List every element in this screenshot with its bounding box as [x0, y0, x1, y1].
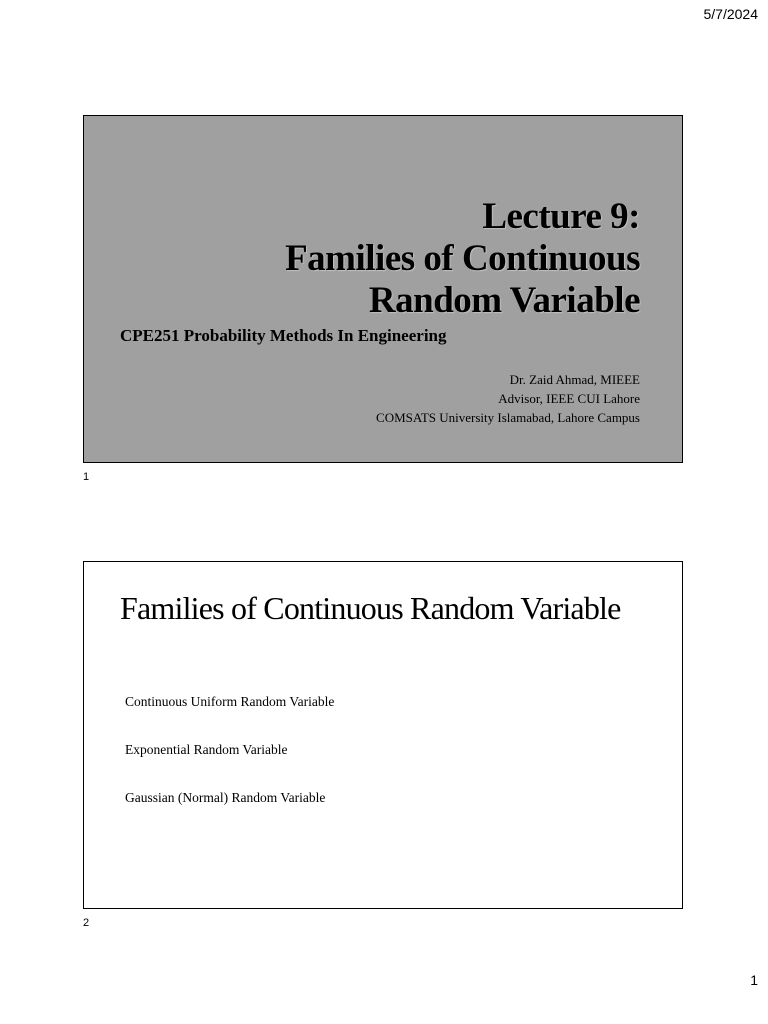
page-number: 1 — [750, 972, 758, 988]
course-subtitle: CPE251 Probability Methods In Engineering — [120, 326, 447, 345]
author-line: Dr. Zaid Ahmad, MIEEE — [509, 372, 640, 387]
author-line: Advisor, IEEE CUI Lahore — [498, 391, 640, 406]
slide-2-content-slide — [83, 561, 683, 909]
slide-title: Families of Continuous Random Variable — [120, 590, 621, 626]
slide-number: 1 — [83, 471, 90, 483]
list-item: Continuous Uniform Random Variable — [125, 694, 335, 709]
lecture-title — [285, 196, 640, 322]
slide-number: 2 — [83, 917, 90, 929]
title-line: Random Variable — [368, 280, 640, 321]
topic-list — [125, 694, 334, 838]
title-line: Families of Continuous — [285, 238, 640, 279]
author-info — [376, 370, 640, 427]
page-date: 5/7/2024 — [703, 6, 758, 22]
author-line: COMSATS University Islamabad, Lahore Campus — [376, 410, 640, 425]
title-line: Lecture 9: — [482, 196, 640, 237]
list-item: Gaussian (Normal) Random Variable — [125, 790, 326, 805]
list-item: Exponential Random Variable — [125, 742, 288, 757]
slide-1-title-slide — [83, 115, 683, 463]
